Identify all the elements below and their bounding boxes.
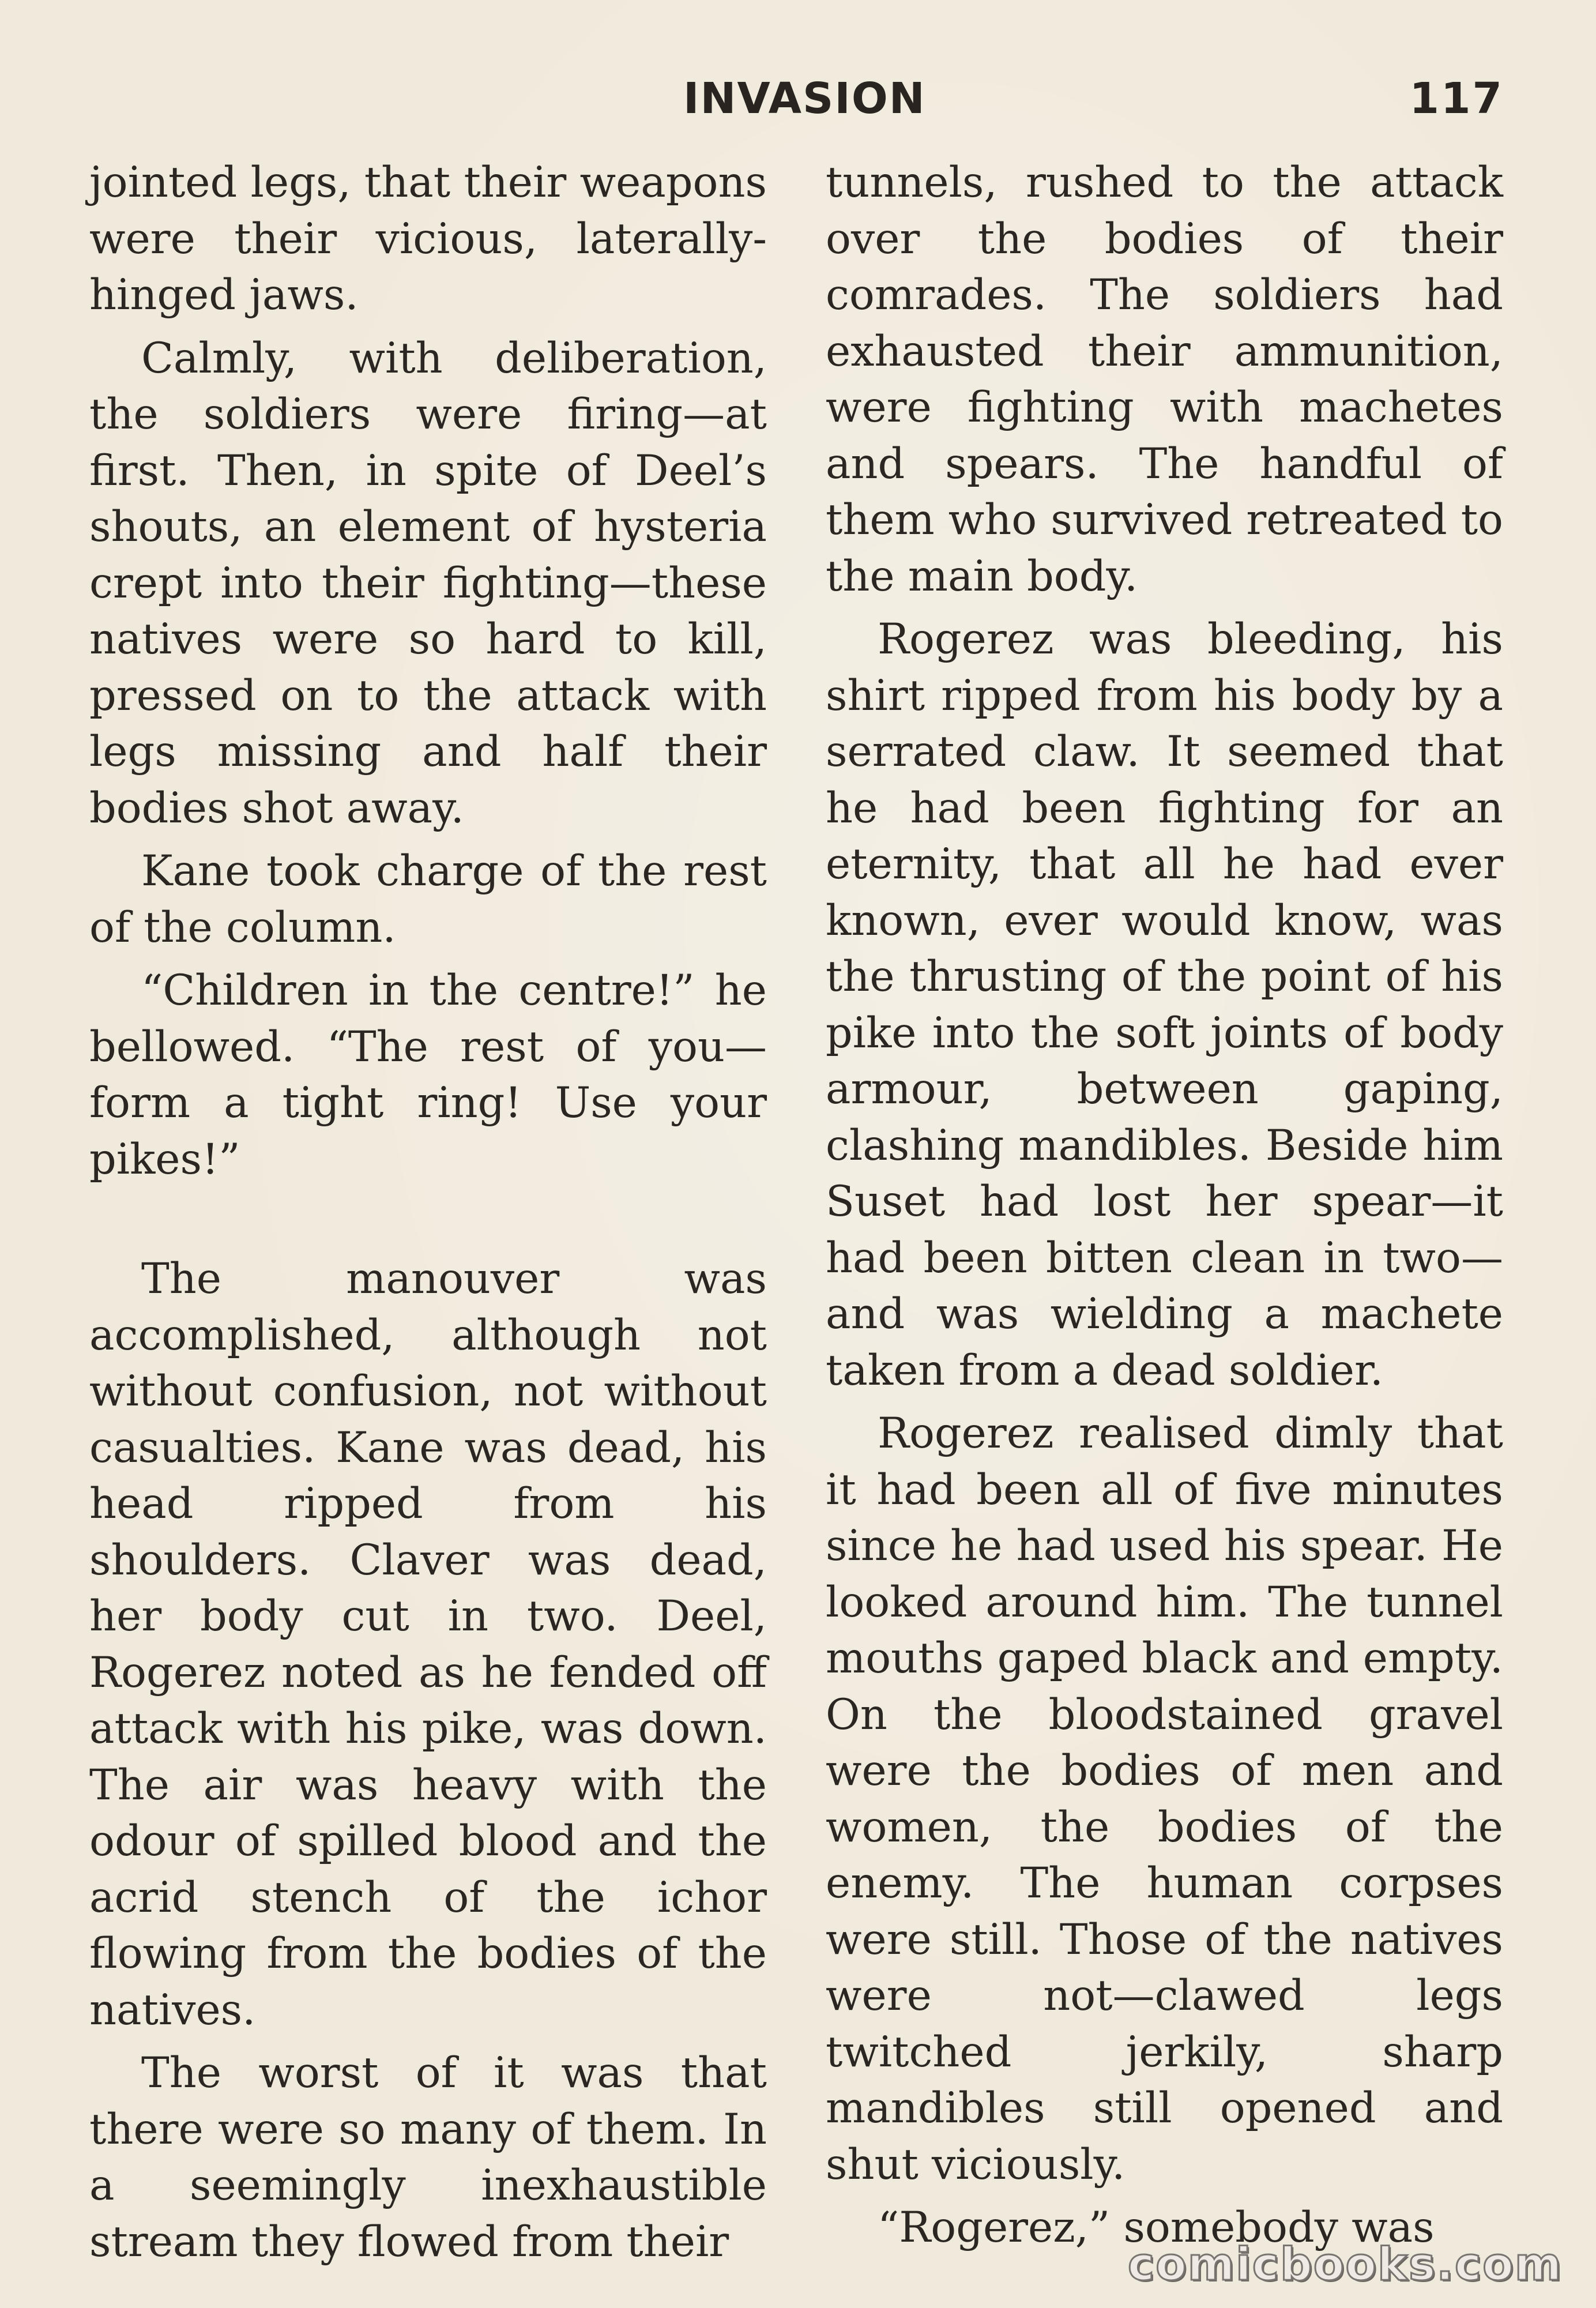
right-column	[826, 155, 1503, 2263]
left-column	[89, 155, 767, 2277]
watermark-logo: comicbooks.com	[1127, 2239, 1563, 2291]
paragraph: Kane took charge of the rest of the column.	[89, 847, 767, 952]
paragraph: “Children in the centre!” he bellowed. “The rest of you—form a tight ring! Use your pikes!”	[89, 966, 767, 1184]
paragraph: The manouver was accomplished, although not without confusion, not without casualties. Kane was dead, his head ripped from his shoulders. Claver was dead, her body cut in two. Deel, Rogerez noted as he fended off attack with his pike, was down. The air was heavy with the odour of spilled blood and the acrid stench of the ichor flowing from the bodies of the natives.	[89, 1254, 767, 2035]
paragraph: “Rogerez,” somebody was	[878, 2203, 1435, 2252]
paragraph: Rogerez was bleeding, his shirt ripped from his body by a serrated claw. It seemed that he had been fighting for an eternity, that all he had ever known, ever would know, was the thrusting of the point of his pike into the soft joints of body armour, between gaping, clashing mandibles. Beside him Suset had lost her spear—it had been bitten clean in two—and was wielding a machete taken from a dead soldier.	[826, 615, 1503, 1395]
paragraph: tunnels, rushed to the attack over the bodies of their comrades. The soldiers had exhausted their ammunition, were fighting with machetes and spears. The handful of them who survived retreated to the main body.	[826, 158, 1503, 601]
running-head: INVASION	[683, 74, 926, 123]
paragraph: jointed legs, that their weapons were their vicious, laterally-hinged jaws.	[89, 158, 767, 319]
page-number: 117	[1409, 74, 1504, 123]
paragraph: The worst of it was that there were so many of them. In a seemingly inexhaustible stream they flowed from their	[89, 2048, 767, 2266]
paragraph: Calmly, with deliberation, the soldiers were firing—at first. Then, in spite of Deel’s shouts, an element of hysteria crept into their fighting—these natives were so hard to kill, pressed on to the attack with legs missing and half their bodies shot away.	[89, 333, 767, 833]
paragraph: Rogerez realised dimly that it had been all of five minutes since he had used his spear. He looked around him. The tunnel mouths gaped black and empty. On the bloodstained gravel were the bodies of men and women, the bodies of the enemy. The human corpses were still. Those of the natives were not—clawed legs twitched jerkily, sharp mandibles still opened and shut viciously.	[826, 1409, 1503, 2189]
